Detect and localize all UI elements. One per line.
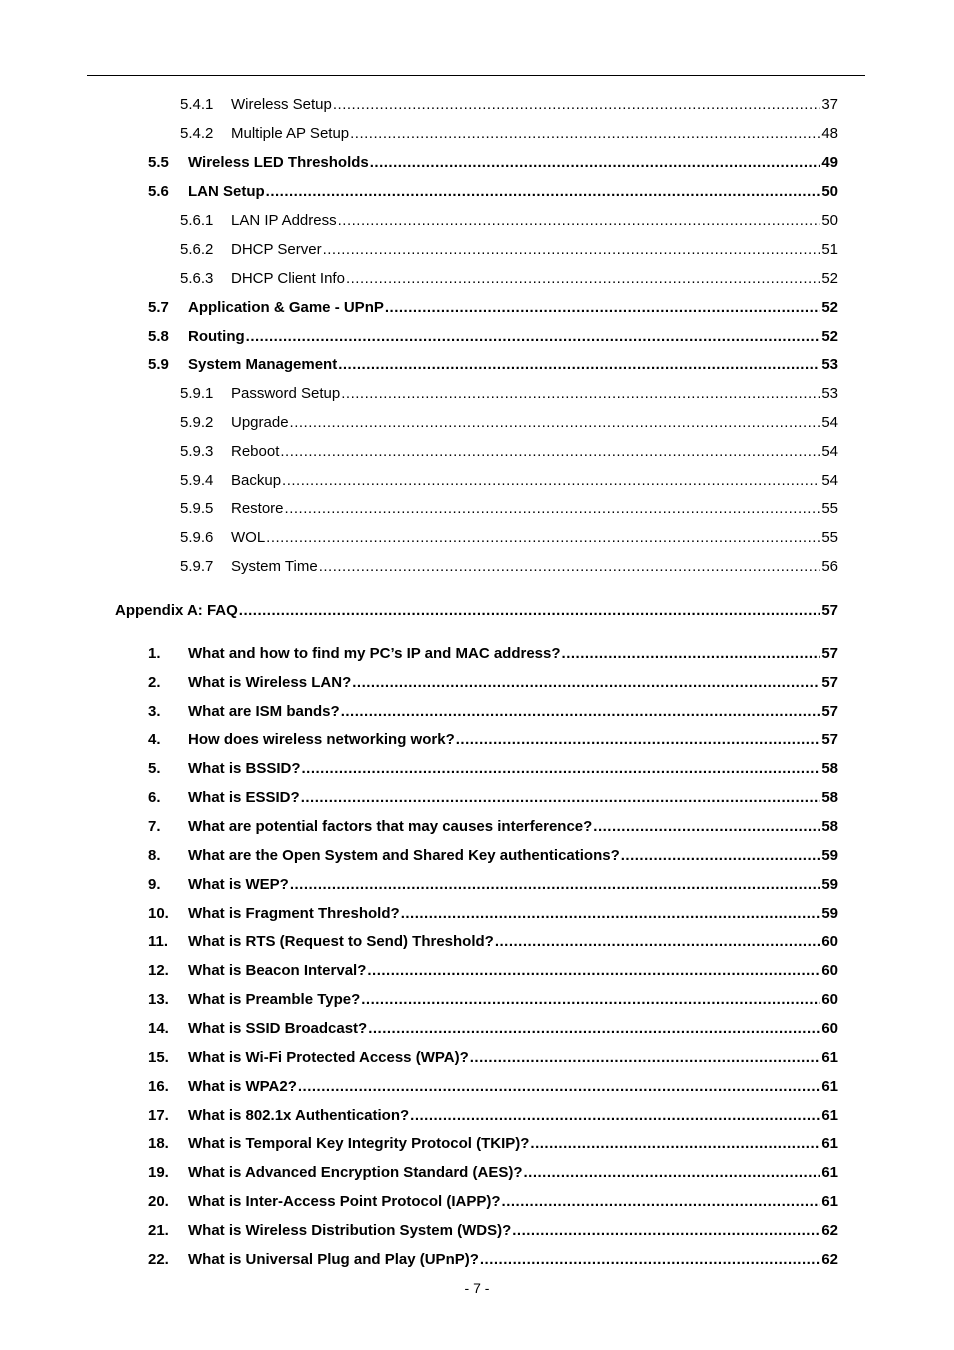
toc-entry-title: Upgrade xyxy=(231,414,289,431)
toc-dot-leader xyxy=(338,211,821,231)
toc-entry[interactable] xyxy=(148,673,838,693)
toc-entry[interactable] xyxy=(148,1250,838,1270)
toc-entry-number: 16. xyxy=(148,1078,169,1095)
toc-entry-page: 54 xyxy=(821,414,838,431)
toc-entry-page: 62 xyxy=(821,1251,838,1268)
toc-entry[interactable] xyxy=(148,702,838,722)
toc-entry-title: How does wireless networking work? xyxy=(188,731,455,748)
toc-entry-number: 12. xyxy=(148,962,169,979)
toc-entry-title: What is SSID Broadcast? xyxy=(188,1020,368,1037)
toc-dot-leader xyxy=(410,1106,820,1126)
toc-entry-title: What is Universal Plug and Play (UPnP)? xyxy=(188,1251,479,1268)
toc-entry-page: 62 xyxy=(821,1222,838,1239)
toc-dot-leader xyxy=(480,1250,820,1270)
toc-entry[interactable] xyxy=(180,269,838,289)
toc-entry[interactable] xyxy=(148,1163,838,1183)
toc-entry-number: 5.9 xyxy=(148,356,169,373)
toc-entry-number: 9. xyxy=(148,876,161,893)
toc-dot-leader xyxy=(621,846,821,866)
toc-entry-page: 37 xyxy=(821,96,838,113)
toc-entry-page: 55 xyxy=(821,529,838,546)
toc-entry-title: Restore xyxy=(231,500,284,517)
toc-dot-leader xyxy=(401,904,821,924)
toc-entry-number: 5.6.1 xyxy=(180,212,214,229)
toc-entry-page: 58 xyxy=(821,818,838,835)
toc-entry-number: 5. xyxy=(148,760,161,777)
toc-entry-number: 7. xyxy=(148,818,161,835)
toc-dot-leader xyxy=(282,471,820,491)
page-number-footer: - 7 - xyxy=(464,1280,490,1296)
toc-dot-leader xyxy=(368,1019,820,1039)
toc-entry-page: 52 xyxy=(821,328,838,345)
toc-entry-number: 5.9.5 xyxy=(180,500,214,517)
toc-entry-number: 5.4.2 xyxy=(180,125,214,142)
toc-entry-title: What are the Open System and Shared Key authentications? xyxy=(188,847,620,864)
toc-entry-number: 11. xyxy=(148,933,169,950)
toc-entry-page: 57 xyxy=(821,731,838,748)
toc-entry-title: What is Beacon Interval? xyxy=(188,962,367,979)
toc-dot-leader xyxy=(523,1163,820,1183)
toc-entry[interactable] xyxy=(148,846,838,866)
toc-entry-title: Backup xyxy=(231,472,282,489)
toc-entry-number: 10. xyxy=(148,905,169,922)
toc-dot-leader xyxy=(352,673,820,693)
toc-entry[interactable] xyxy=(180,413,838,433)
toc-entry-title: Application & Game - UPnP xyxy=(188,299,384,316)
toc-entry-title: Routing xyxy=(188,328,245,345)
toc-dot-leader xyxy=(370,153,821,173)
toc-entry[interactable] xyxy=(148,817,838,837)
toc-entry-page: 59 xyxy=(821,905,838,922)
toc-entry-number: 5.9.6 xyxy=(180,529,214,546)
toc-dot-leader xyxy=(530,1134,820,1154)
toc-entry-page: 55 xyxy=(821,500,838,517)
toc-entry-number: 5.9.7 xyxy=(180,558,214,575)
toc-entry-title: WOL xyxy=(231,529,266,546)
toc-dot-leader xyxy=(341,702,821,722)
toc-entry-number: 18. xyxy=(148,1135,169,1152)
toc-entry-number: 5.6.3 xyxy=(180,270,214,287)
toc-entry[interactable] xyxy=(148,1134,838,1154)
toc-entry-page: 54 xyxy=(821,443,838,460)
toc-dot-leader xyxy=(593,817,820,837)
toc-entry-title: LAN Setup xyxy=(188,183,265,200)
toc-entry-number: 20. xyxy=(148,1193,169,1210)
toc-dot-leader xyxy=(290,875,820,895)
toc-dot-leader xyxy=(346,269,820,289)
toc-entry-number: 8. xyxy=(148,847,161,864)
toc-entry-title: Wireless LED Thresholds xyxy=(188,154,369,171)
toc-dot-leader xyxy=(385,298,820,318)
toc-entry[interactable] xyxy=(148,1221,838,1241)
toc-entry-page: 60 xyxy=(821,991,838,1008)
toc-entry-page: 59 xyxy=(821,847,838,864)
toc-entry-page: 58 xyxy=(821,760,838,777)
toc-entry-number: 13. xyxy=(148,991,169,1008)
toc-entry[interactable] xyxy=(148,182,838,202)
toc-entry-title: What is WPA2? xyxy=(188,1078,297,1095)
toc-dot-leader xyxy=(285,499,821,519)
toc-entry-page: 49 xyxy=(821,154,838,171)
toc-entry-page: 60 xyxy=(821,933,838,950)
toc-entry[interactable] xyxy=(148,961,838,981)
toc-entry-number: 5.6.2 xyxy=(180,241,214,258)
toc-dot-leader xyxy=(470,1048,821,1068)
toc-entry-page: 57 xyxy=(821,645,838,662)
toc-entry[interactable] xyxy=(148,355,838,375)
toc-dot-leader xyxy=(367,961,820,981)
toc-entry-title: What is Fragment Threshold? xyxy=(188,905,400,922)
toc-entry[interactable] xyxy=(180,471,838,491)
toc-entry-number: 14. xyxy=(148,1020,169,1037)
toc-entry-number: 2. xyxy=(148,674,161,691)
toc-entry-number: 6. xyxy=(148,789,161,806)
toc-entry-page: 61 xyxy=(821,1049,838,1066)
toc-entry-number: 22. xyxy=(148,1251,169,1268)
toc-dot-leader xyxy=(495,932,820,952)
toc-dot-leader xyxy=(562,644,821,664)
toc-entry-title: DHCP Client Info xyxy=(231,270,345,287)
toc-entry-page: 50 xyxy=(821,212,838,229)
toc-dot-leader xyxy=(302,759,821,779)
toc-entry[interactable] xyxy=(148,1106,838,1126)
toc-dot-leader xyxy=(266,182,821,202)
toc-entry-number: 5.6 xyxy=(148,183,169,200)
toc-entry-page: 56 xyxy=(821,558,838,575)
toc-entry[interactable] xyxy=(180,240,838,260)
toc-entry-title: What is Wireless Distribution System (WDS)? xyxy=(188,1222,512,1239)
toc-dot-leader xyxy=(333,95,820,115)
toc-entry-title: What is ESSID? xyxy=(188,789,300,806)
toc-entry[interactable] xyxy=(148,1192,838,1212)
toc-dot-leader xyxy=(502,1192,821,1212)
toc-entry[interactable] xyxy=(148,153,838,173)
toc-entry[interactable] xyxy=(180,528,838,548)
toc-dot-leader xyxy=(239,601,821,621)
toc-entry[interactable] xyxy=(180,384,838,404)
toc-dot-leader xyxy=(512,1221,820,1241)
toc-entry[interactable] xyxy=(180,442,838,462)
toc-entry[interactable] xyxy=(148,644,838,664)
toc-entry-title: Password Setup xyxy=(231,385,341,402)
toc-entry[interactable] xyxy=(180,557,838,577)
toc-entry-number: 21. xyxy=(148,1222,169,1239)
toc-entry-page: 52 xyxy=(821,270,838,287)
toc-entry-page: 48 xyxy=(821,125,838,142)
toc-dot-leader xyxy=(341,384,820,404)
toc-entry-number: 5.5 xyxy=(148,154,169,171)
toc-entry-page: 61 xyxy=(821,1193,838,1210)
toc-entry-title: What is Temporal Key Integrity Protocol (TKIP)? xyxy=(188,1135,530,1152)
toc-entry-title: LAN IP Address xyxy=(231,212,337,229)
toc-entry-number: 15. xyxy=(148,1049,169,1066)
toc-entry[interactable] xyxy=(180,499,838,519)
toc-dot-leader xyxy=(319,557,821,577)
toc-dot-leader xyxy=(361,990,820,1010)
toc-entry-title: System Management xyxy=(188,356,338,373)
toc-entry-page: 53 xyxy=(821,385,838,402)
toc-dot-leader xyxy=(298,1077,820,1097)
toc-entry-title: What is WEP? xyxy=(188,876,289,893)
toc-entry-title: What is Preamble Type? xyxy=(188,991,361,1008)
toc-entry-number: 1. xyxy=(148,645,161,662)
toc-entry-title: DHCP Server xyxy=(231,241,322,258)
toc-entry-number: 5.9.4 xyxy=(180,472,214,489)
toc-dot-leader xyxy=(266,528,820,548)
toc-dot-leader xyxy=(301,788,821,808)
toc-dot-leader xyxy=(290,413,821,433)
toc-entry-number: 5.8 xyxy=(148,328,169,345)
toc-entry-page: 60 xyxy=(821,962,838,979)
toc-entry[interactable] xyxy=(148,1019,838,1039)
toc-entry-title: What is 802.1x Authentication? xyxy=(188,1107,410,1124)
toc-entry-title: What is BSSID? xyxy=(188,760,301,777)
toc-entry-page: 59 xyxy=(821,876,838,893)
toc-entry-page: 53 xyxy=(821,356,838,373)
toc-entry[interactable] xyxy=(148,990,838,1010)
toc-entry[interactable] xyxy=(115,601,838,621)
toc-entry-page: 61 xyxy=(821,1078,838,1095)
toc-entry[interactable] xyxy=(148,875,838,895)
toc-entry-page: 58 xyxy=(821,789,838,806)
toc-entry-title: What are ISM bands? xyxy=(188,703,340,720)
toc-entry-page: 51 xyxy=(821,241,838,258)
toc-entry-page: 57 xyxy=(821,674,838,691)
toc-entry-page: 57 xyxy=(821,602,838,619)
toc-entry-title: Wireless Setup xyxy=(231,96,332,113)
toc-dot-leader xyxy=(246,327,821,347)
toc-entry-number: 5.9.3 xyxy=(180,443,214,460)
toc-entry-title: What is Wi-Fi Protected Access (WPA)? xyxy=(188,1049,469,1066)
toc-entry[interactable] xyxy=(148,298,838,318)
toc-entry[interactable] xyxy=(148,759,838,779)
toc-entry[interactable] xyxy=(180,95,838,115)
toc-entry[interactable] xyxy=(148,904,838,924)
toc-entry[interactable] xyxy=(148,932,838,952)
toc-dot-leader xyxy=(323,240,821,260)
toc-entry-number: 19. xyxy=(148,1164,169,1181)
toc-entry-page: 50 xyxy=(821,183,838,200)
toc-entry-page: 61 xyxy=(821,1107,838,1124)
header-rule xyxy=(87,75,865,76)
toc-entry[interactable] xyxy=(148,788,838,808)
toc-entry[interactable] xyxy=(180,211,838,231)
toc-dot-leader xyxy=(280,442,820,462)
toc-entry-number: 3. xyxy=(148,703,161,720)
toc-entry-page: 61 xyxy=(821,1164,838,1181)
toc-entry-page: 57 xyxy=(821,703,838,720)
toc-entry-page: 54 xyxy=(821,472,838,489)
toc-entry-number: 5.7 xyxy=(148,299,169,316)
toc-entry[interactable] xyxy=(148,1048,838,1068)
toc-entry-title: Multiple AP Setup xyxy=(231,125,350,142)
toc-entry-number: 5.9.2 xyxy=(180,414,214,431)
toc-entry-title: System Time xyxy=(231,558,318,575)
toc-entry-number: 4. xyxy=(148,731,161,748)
toc-entry-number: 17. xyxy=(148,1107,169,1124)
toc-entry-title: What is RTS (Request to Send) Threshold? xyxy=(188,933,494,950)
toc-dot-leader xyxy=(456,730,821,750)
toc-entry-title: What and how to find my PC’s IP and MAC address? xyxy=(188,645,561,662)
toc-entry-title: What is Advanced Encryption Standard (AES)? xyxy=(188,1164,523,1181)
toc-entry-title: Appendix A: FAQ xyxy=(115,602,238,619)
toc-entry[interactable] xyxy=(148,730,838,750)
toc-entry-number: 5.4.1 xyxy=(180,96,214,113)
toc-entry-title: Reboot xyxy=(231,443,280,460)
toc-entry-page: 52 xyxy=(821,299,838,316)
toc-dot-leader xyxy=(338,355,820,375)
toc-entry[interactable] xyxy=(148,327,838,347)
toc-entry-title: What is Wireless LAN? xyxy=(188,674,352,691)
toc-entry[interactable] xyxy=(180,124,838,144)
toc-dot-leader xyxy=(350,124,820,144)
toc-entry-number: 5.9.1 xyxy=(180,385,214,402)
toc-entry-title: What are potential factors that may causes interference? xyxy=(188,818,593,835)
toc-entry-page: 60 xyxy=(821,1020,838,1037)
toc-entry-title: What is Inter-Access Point Protocol (IAPP)? xyxy=(188,1193,501,1210)
toc-entry-page: 61 xyxy=(821,1135,838,1152)
toc-entry[interactable] xyxy=(148,1077,838,1097)
